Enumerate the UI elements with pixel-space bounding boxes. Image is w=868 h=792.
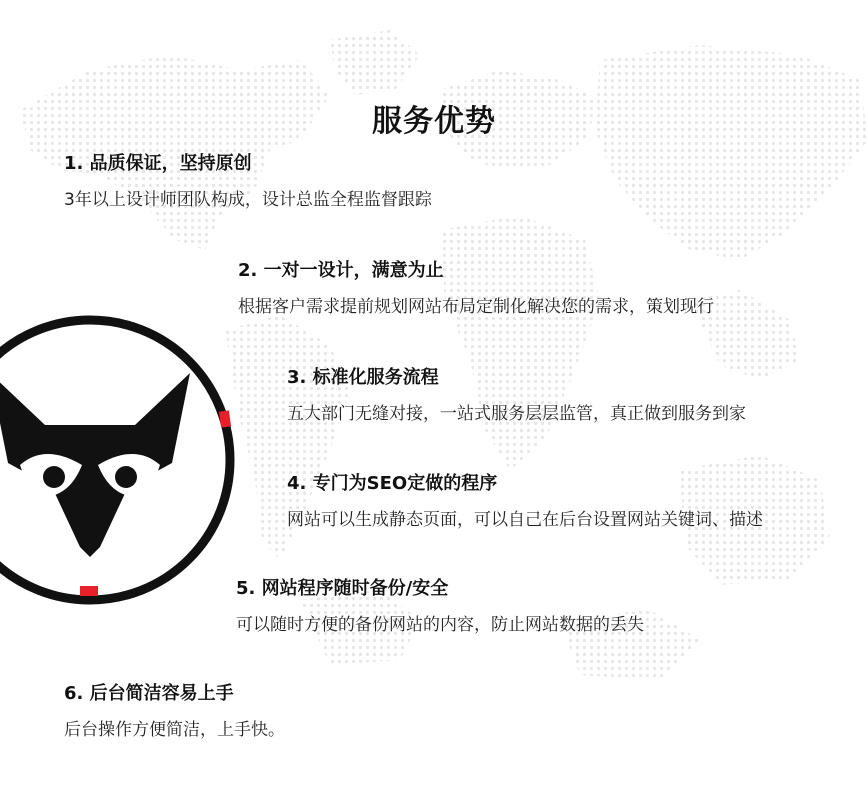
feature-desc: 网站可以生成静态页面，可以自己在后台设置网站关键词、描述	[287, 510, 763, 530]
feature-title: 5. 网站程序随时备份/安全	[236, 578, 449, 599]
feature-title: 2. 一对一设计，满意为止	[238, 260, 444, 281]
feature-5	[236, 577, 644, 637]
feature-title: 4. 专门为SEO定做的程序	[287, 473, 498, 494]
feature-desc: 根据客户需求提前规划网站布局定制化解决您的需求，策划现行	[238, 297, 714, 317]
feature-2	[238, 259, 714, 319]
feature-desc: 3年以上设计师团队构成，设计总监全程监督跟踪	[64, 190, 432, 210]
feature-1	[64, 152, 432, 212]
feature-desc: 后台操作方便简洁，上手快。	[64, 720, 285, 740]
feature-4	[287, 472, 763, 532]
feature-desc: 可以随时方便的备份网站的内容，防止网站数据的丢失	[236, 615, 644, 635]
feature-desc: 五大部门无缝对接，一站式服务层层监管，真正做到服务到家	[287, 404, 746, 424]
feature-title: 1. 品质保证，坚持原创	[64, 153, 252, 174]
feature-3	[287, 366, 746, 426]
feature-title: 6. 后台简洁容易上手	[64, 683, 234, 704]
feature-6	[64, 682, 285, 742]
fox-mascot-icon	[0, 315, 245, 615]
feature-title: 3. 标准化服务流程	[287, 367, 439, 388]
page-title: 服务优势	[372, 104, 496, 140]
